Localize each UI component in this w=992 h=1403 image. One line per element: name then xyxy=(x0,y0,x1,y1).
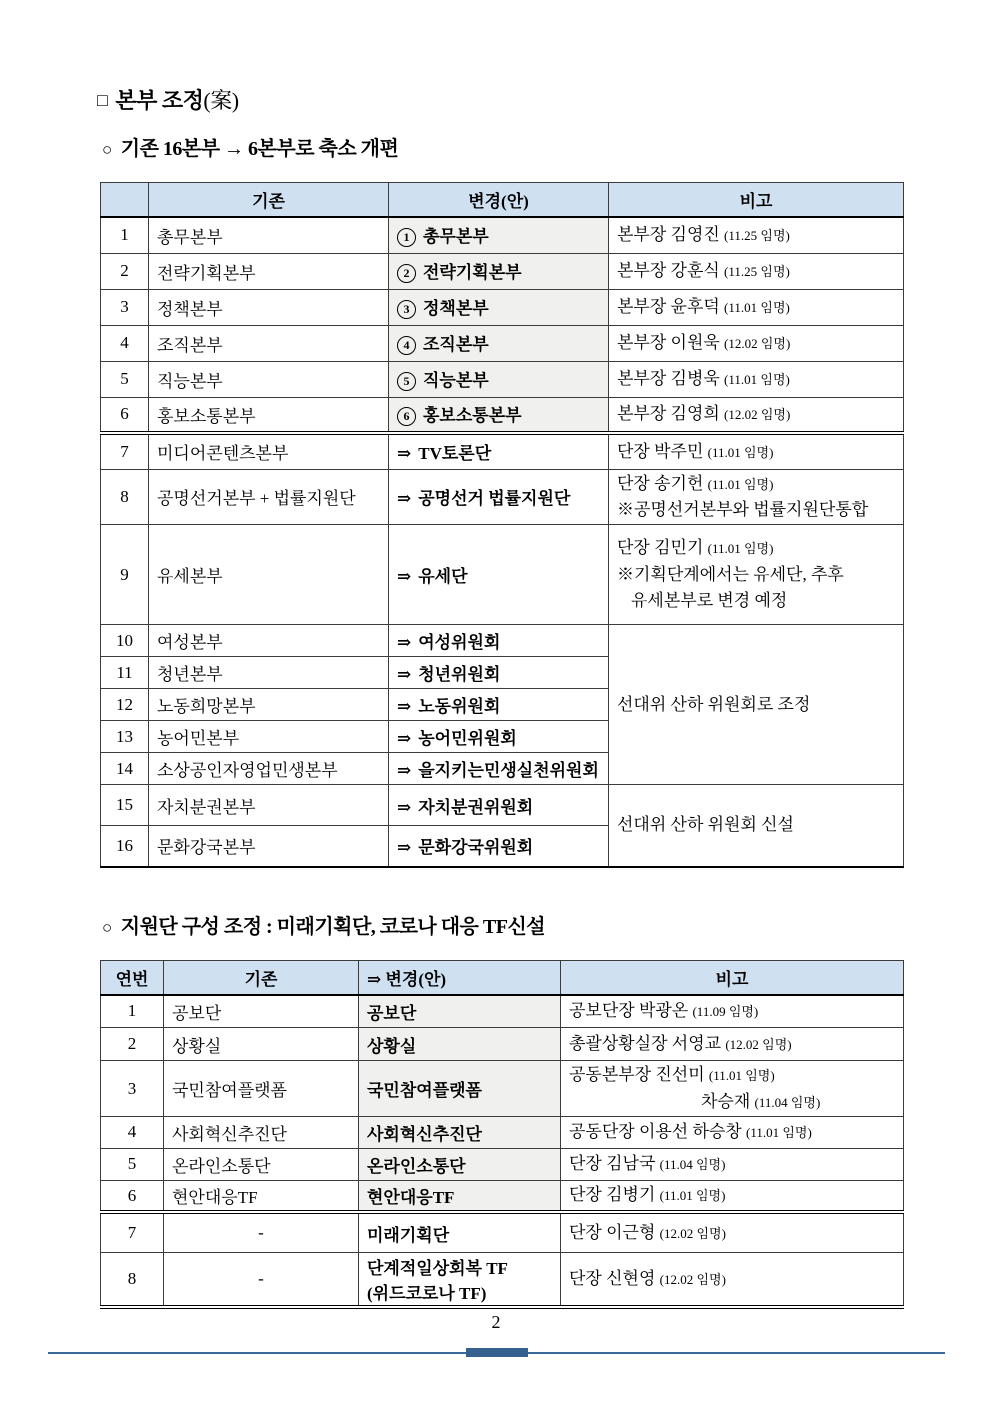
circled-number-icon: 6 xyxy=(397,407,416,426)
cell-row-number: 2 xyxy=(101,253,149,289)
remark-date: (11.01 임명) xyxy=(707,541,774,557)
cell-existing: 농어민본부 xyxy=(149,721,389,753)
cell-row-number: 5 xyxy=(101,1148,164,1180)
section-heading-2-text: 지원단 구성 조정 : 미래기획단, 코로나 대응 TF신설 xyxy=(120,915,546,938)
footer-rule-segment xyxy=(466,1348,528,1357)
cell-change xyxy=(359,1252,561,1307)
table-row xyxy=(101,1061,904,1117)
section-heading-1-text: 기존 16본부 → 6본부로 축소 개편 xyxy=(120,138,399,160)
circle-bullet-icon: ○ xyxy=(102,140,112,159)
cell-existing: 미디어콘텐츠본부 xyxy=(149,433,389,469)
cell-existing: 문화강국본부 xyxy=(149,826,389,867)
remark-text: 본부장 이원욱 xyxy=(617,332,725,352)
cell-change xyxy=(389,753,609,785)
remark-line xyxy=(617,535,895,561)
cell-change xyxy=(389,469,609,525)
table-row xyxy=(101,1180,904,1212)
cell-remark xyxy=(561,1028,904,1061)
remark-text: ※공명선거본부와 법률지원단통합 xyxy=(617,499,869,519)
cell-change xyxy=(389,433,609,469)
page-number: 2 xyxy=(491,1312,501,1332)
header-remark: 비고 xyxy=(609,183,904,218)
cell-existing: 국민참여플랫폼 xyxy=(164,1061,359,1117)
change-text: 자치분권위원회 xyxy=(418,797,534,817)
header-existing: 기존 xyxy=(164,960,359,995)
cell-change xyxy=(389,721,609,753)
cell-remark xyxy=(609,469,904,525)
cell-change xyxy=(359,1061,561,1117)
cell-remark xyxy=(561,1061,904,1117)
remark-line xyxy=(569,1266,895,1292)
cell-existing: 공명선거본부 + 법률지원단 xyxy=(149,469,389,525)
document-title-text: 본부 조정 xyxy=(115,88,204,113)
change-text: 공명선거 법률지원단 xyxy=(418,489,571,509)
table-row xyxy=(101,625,904,657)
header-index: 연번 xyxy=(101,960,164,995)
remark-date: (11.25 임명) xyxy=(724,228,790,244)
table-row xyxy=(101,361,904,397)
table-row xyxy=(101,1252,904,1307)
cell-remark xyxy=(561,1212,904,1252)
cell-existing: 홍보소통본부 xyxy=(149,397,389,433)
remark-line xyxy=(617,439,895,465)
cell-existing: 사회혁신추진단 xyxy=(164,1116,359,1148)
cell-remark xyxy=(609,289,904,325)
cell-change xyxy=(389,785,609,826)
table-row xyxy=(101,1116,904,1148)
remark-date: (11.04 임명) xyxy=(659,1157,726,1173)
cell-existing: 온라인소통단 xyxy=(164,1148,359,1180)
change-text: 청년위원회 xyxy=(418,665,501,685)
cell-remark xyxy=(609,525,904,625)
remark-date: (11.01 임명) xyxy=(659,1188,726,1204)
circled-number-icon: 2 xyxy=(397,264,416,283)
remark-line xyxy=(569,1031,895,1057)
cell-change xyxy=(389,289,609,325)
cell-row-number: 4 xyxy=(101,1116,164,1148)
cell-row-number: 5 xyxy=(101,361,149,397)
cell-existing: 여성본부 xyxy=(149,625,389,657)
cell-change xyxy=(359,995,561,1028)
cell-row-number: 1 xyxy=(101,217,149,253)
table-row xyxy=(101,397,904,433)
change-text: (위드코로나 TF) xyxy=(367,1284,487,1304)
cell-existing: 조직본부 xyxy=(149,325,389,361)
remark-text: 본부장 강훈식 xyxy=(617,260,725,280)
remark-text: 본부장 김영희 xyxy=(617,404,725,424)
document-title xyxy=(97,84,992,115)
cell-change xyxy=(359,1180,561,1212)
cell-change xyxy=(389,253,609,289)
cell-remark xyxy=(609,625,904,785)
remark-text: 단장 김민기 xyxy=(617,538,708,558)
cell-change xyxy=(389,325,609,361)
cell-row-number: 14 xyxy=(101,753,149,785)
change-text: 문화강국위원회 xyxy=(418,838,534,858)
double-arrow-icon: ⇒ xyxy=(397,444,412,464)
headquarters-table xyxy=(100,182,904,868)
cell-existing: - xyxy=(164,1252,359,1307)
header-change: 변경(안) xyxy=(389,183,609,218)
table-row xyxy=(101,433,904,469)
cell-remark xyxy=(561,1252,904,1307)
change-text: 유세단 xyxy=(418,567,468,587)
cell-remark xyxy=(609,253,904,289)
cell-row-number: 3 xyxy=(101,1061,164,1117)
double-arrow-icon: ⇒ xyxy=(397,665,412,685)
cell-existing: 총무본부 xyxy=(149,217,389,253)
cell-row-number: 8 xyxy=(101,469,149,525)
change-text: 총무본부 xyxy=(423,227,489,247)
table-row xyxy=(101,995,904,1028)
cell-change xyxy=(389,657,609,689)
remark-date: (12.02 임명) xyxy=(724,407,791,423)
cell-row-number: 13 xyxy=(101,721,149,753)
change-text: 사회혁신추진단 xyxy=(367,1124,482,1144)
remark-text: 단장 신현영 xyxy=(569,1268,660,1288)
header-change: ⇒ 변경(안) xyxy=(359,960,561,995)
change-text: 농어민위원회 xyxy=(418,729,517,749)
remark-text: 총괄상황실장 서영교 xyxy=(569,1034,726,1054)
cell-change xyxy=(389,361,609,397)
cell-change xyxy=(389,625,609,657)
remark-line xyxy=(569,1151,895,1177)
change-text: TV토론단 xyxy=(418,444,492,464)
cell-existing: 공보단 xyxy=(164,995,359,1028)
section-heading-1 xyxy=(102,132,992,161)
remark-text: 공동단장 이용선 하승창 xyxy=(569,1122,746,1142)
square-bullet-icon: □ xyxy=(97,90,108,110)
change-text: 공보단 xyxy=(367,1003,417,1023)
cell-row-number: 2 xyxy=(101,1028,164,1061)
remark-date: (11.01 임명) xyxy=(724,371,790,387)
remark-line xyxy=(617,330,895,356)
change-text: 홍보소통본부 xyxy=(423,406,522,426)
circled-number-icon: 4 xyxy=(397,336,416,355)
cell-remark xyxy=(609,397,904,433)
remark-line xyxy=(617,222,895,248)
change-text: 온라인소통단 xyxy=(367,1156,466,1176)
header-remark: 비고 xyxy=(561,960,904,995)
remark-line xyxy=(569,1062,895,1088)
change-text: 을지키는민생실천위원회 xyxy=(418,761,599,781)
remark-line xyxy=(569,1182,895,1208)
cell-row-number: 4 xyxy=(101,325,149,361)
table-row xyxy=(101,1212,904,1252)
cell-existing: 상황실 xyxy=(164,1028,359,1061)
table-row xyxy=(101,289,904,325)
cell-row-number: 11 xyxy=(101,657,149,689)
remark-date: (11.01 임명) xyxy=(707,444,774,460)
remark-text: 본부장 김영진 xyxy=(617,225,725,245)
change-text: 노동위원회 xyxy=(418,697,501,717)
circled-number-icon: 5 xyxy=(397,372,416,391)
remark-line xyxy=(569,1119,895,1145)
remark-line xyxy=(617,497,895,523)
change-text: 전략기획본부 xyxy=(423,263,522,282)
table-header-row xyxy=(101,960,904,995)
remark-line xyxy=(617,294,895,320)
circled-number-icon: 1 xyxy=(397,228,416,247)
cell-remark xyxy=(609,433,904,469)
double-arrow-icon: ⇒ xyxy=(397,797,412,817)
remark-text: 유세본부로 변경 예정 xyxy=(631,590,788,610)
double-arrow-icon: ⇒ xyxy=(397,489,412,509)
remark-line xyxy=(617,588,895,614)
remark-date: (11.04 임명) xyxy=(754,1094,821,1110)
double-arrow-icon: ⇒ xyxy=(397,729,412,749)
change-text: 상황실 xyxy=(367,1036,417,1056)
change-text: 단계적일상회복 TF xyxy=(367,1259,508,1279)
table-row xyxy=(101,253,904,289)
cell-row-number: 9 xyxy=(101,525,149,625)
cell-row-number: 10 xyxy=(101,625,149,657)
remark-line xyxy=(569,1220,895,1246)
cell-existing: 전략기획본부 xyxy=(149,253,389,289)
cell-row-number: 1 xyxy=(101,995,164,1028)
change-text: 조직본부 xyxy=(423,335,489,354)
remark-text: 공동본부장 진선미 xyxy=(569,1065,709,1085)
remark-date: (11.09 임명) xyxy=(692,1004,759,1020)
double-arrow-icon: ⇒ xyxy=(397,633,412,653)
table-row xyxy=(101,469,904,525)
cell-change xyxy=(359,1116,561,1148)
remark-text: 공보단장 박광온 xyxy=(569,1001,693,1021)
cell-existing: 직능본부 xyxy=(149,361,389,397)
double-arrow-icon: ⇒ xyxy=(397,567,412,587)
remark-date: (11.01 임명) xyxy=(745,1125,812,1141)
remark-line xyxy=(569,1089,895,1115)
cell-remark xyxy=(561,1180,904,1212)
remark-text: 단장 박주민 xyxy=(617,441,708,461)
cell-existing: 정책본부 xyxy=(149,289,389,325)
cell-row-number: 6 xyxy=(101,397,149,433)
change-text: 미래기획단 xyxy=(367,1225,450,1245)
cell-existing: 자치분권본부 xyxy=(149,785,389,826)
cell-change xyxy=(389,217,609,253)
cell-remark xyxy=(609,217,904,253)
remark-date: (11.25 임명) xyxy=(724,263,790,279)
remark-text: 단장 김병기 xyxy=(569,1185,660,1205)
cell-change xyxy=(359,1212,561,1252)
remark-text: 단장 송기헌 xyxy=(617,473,708,493)
change-text: 현안대응TF xyxy=(367,1188,455,1208)
cell-existing: 소상공인자영업민생본부 xyxy=(149,753,389,785)
remark-line xyxy=(617,258,895,284)
remark-date: (12.02 임명) xyxy=(659,1271,726,1287)
cell-change xyxy=(389,826,609,867)
cell-row-number: 7 xyxy=(101,1212,164,1252)
section-heading-2 xyxy=(102,910,992,939)
remark-date: (12.02 임명) xyxy=(724,335,791,351)
cell-existing: 노동희망본부 xyxy=(149,689,389,721)
remark-text: 단장 이근형 xyxy=(569,1222,660,1242)
document-title-suffix: (案) xyxy=(203,88,239,113)
header-index xyxy=(101,183,149,218)
remark-text: ※기획단계에서는 유세단, 추후 xyxy=(617,564,844,584)
remark-line xyxy=(617,692,895,718)
double-arrow-icon: ⇒ xyxy=(397,838,412,858)
cell-remark xyxy=(561,1148,904,1180)
cell-remark xyxy=(609,361,904,397)
remark-line xyxy=(617,366,895,392)
remark-text: 본부장 김병욱 xyxy=(617,368,725,388)
cell-existing: 청년본부 xyxy=(149,657,389,689)
table-row xyxy=(101,1148,904,1180)
support-group-table xyxy=(100,960,904,1310)
cell-remark xyxy=(561,1116,904,1148)
cell-existing: 유세본부 xyxy=(149,525,389,625)
remark-line xyxy=(617,812,895,838)
remark-text: 차승재 xyxy=(701,1091,755,1111)
double-arrow-icon: ⇒ xyxy=(397,697,412,717)
remark-line xyxy=(569,998,895,1024)
remark-line xyxy=(617,471,895,497)
cell-existing: - xyxy=(164,1212,359,1252)
change-text: 여성위원회 xyxy=(418,633,501,653)
change-text: 직능본부 xyxy=(423,371,489,390)
remark-line xyxy=(617,401,895,427)
remark-date: (12.02 임명) xyxy=(659,1225,726,1241)
remark-text: 본부장 윤후덕 xyxy=(617,296,725,316)
cell-existing: 현안대응TF xyxy=(164,1180,359,1212)
change-text: 국민참여플랫폼 xyxy=(367,1081,482,1101)
table-row xyxy=(101,217,904,253)
cell-change xyxy=(359,1028,561,1061)
table-row xyxy=(101,1028,904,1061)
cell-row-number: 15 xyxy=(101,785,149,826)
remark-date: (11.01 임명) xyxy=(708,1068,775,1084)
remark-date: (11.01 임명) xyxy=(724,299,790,315)
table-row xyxy=(101,525,904,625)
double-arrow-icon: ⇒ xyxy=(397,761,412,781)
table-header-row xyxy=(101,183,904,218)
remark-date: (11.01 임명) xyxy=(707,476,774,492)
cell-change xyxy=(359,1148,561,1180)
cell-remark xyxy=(609,785,904,867)
remark-line xyxy=(617,562,895,588)
cell-row-number: 12 xyxy=(101,689,149,721)
header-existing: 기존 xyxy=(149,183,389,218)
table-row xyxy=(101,785,904,826)
cell-row-number: 16 xyxy=(101,826,149,867)
circle-bullet-icon: ○ xyxy=(102,917,112,937)
cell-row-number: 7 xyxy=(101,433,149,469)
table-row xyxy=(101,325,904,361)
cell-remark xyxy=(609,325,904,361)
remark-date: (12.02 임명) xyxy=(725,1037,792,1053)
change-text: 정책본부 xyxy=(423,299,489,318)
cell-change xyxy=(389,689,609,721)
circled-number-icon: 3 xyxy=(397,300,416,319)
cell-row-number: 8 xyxy=(101,1252,164,1307)
remark-text: 선대위 산하 위원회 신설 xyxy=(617,815,794,835)
cell-row-number: 6 xyxy=(101,1180,164,1212)
remark-text: 단장 김남국 xyxy=(569,1154,660,1174)
remark-text: 선대위 산하 위원회로 조정 xyxy=(617,694,811,714)
cell-row-number: 3 xyxy=(101,289,149,325)
cell-remark xyxy=(561,995,904,1028)
cell-change xyxy=(389,525,609,625)
cell-change xyxy=(389,397,609,433)
